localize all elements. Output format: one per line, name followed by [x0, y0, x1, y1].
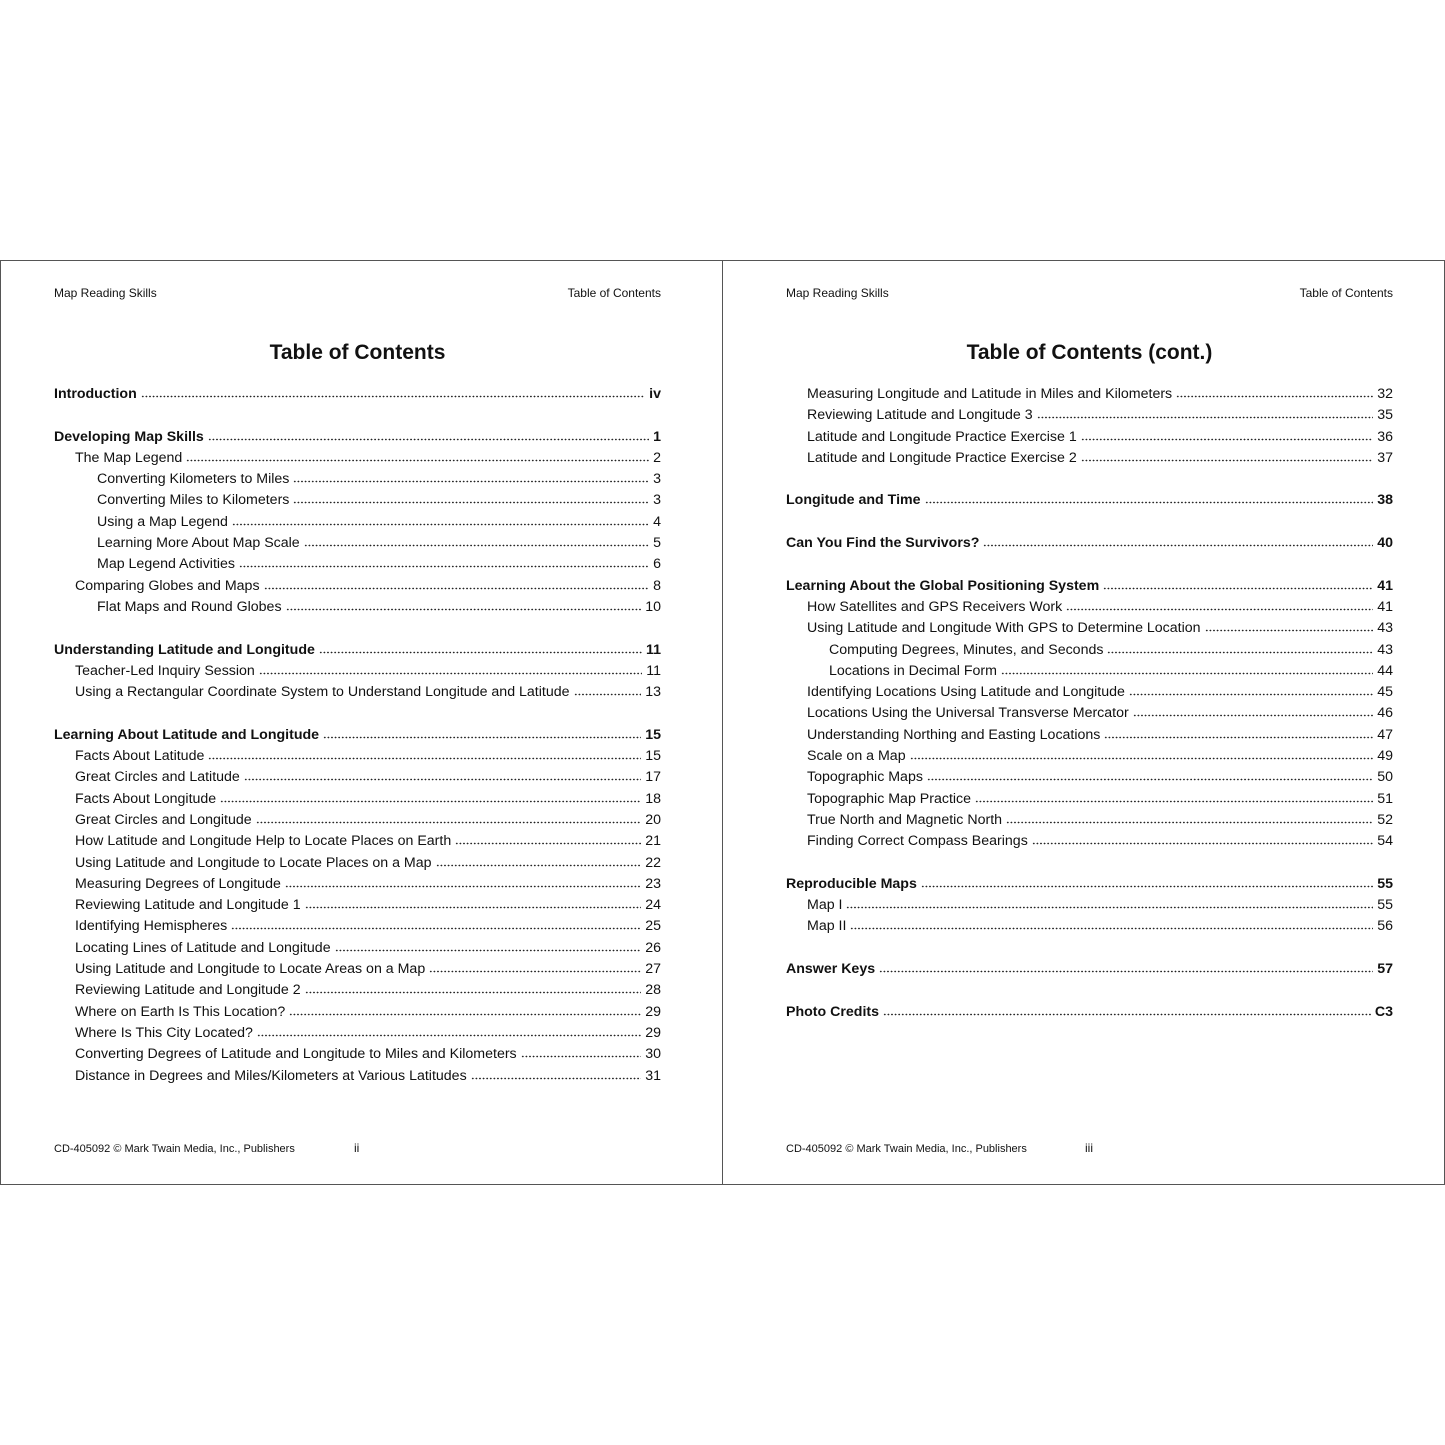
dot-leader [925, 494, 1374, 504]
toc-entry [54, 1002, 661, 1023]
toc-entry-title: Understanding Northing and Easting Locations [807, 726, 1101, 743]
dot-leader [983, 537, 1373, 547]
toc-entry-title: Using Latitude and Longitude to Locate Areas on a Map [75, 961, 426, 978]
toc-entry [54, 853, 661, 874]
toc-entry [54, 469, 661, 490]
toc-entry [786, 618, 1393, 639]
toc-entry-page: 13 [645, 684, 661, 701]
toc-entry-title: Longitude and Time [786, 492, 921, 509]
toc-entry [786, 448, 1393, 469]
dot-leader [232, 516, 649, 526]
toc-entry-page: 40 [1377, 535, 1393, 552]
right-page [722, 260, 1445, 1185]
dot-leader [305, 899, 642, 909]
dot-leader [850, 920, 1373, 930]
toc-entry-page: 47 [1377, 726, 1393, 743]
toc-entry-page: 31 [645, 1067, 661, 1084]
toc-entry-page: 11 [646, 641, 661, 658]
toc-entry-title: Answer Keys [786, 961, 876, 978]
page-content [54, 261, 661, 1184]
dot-leader [574, 686, 642, 696]
toc-entry-page: 25 [645, 918, 661, 935]
toc-entry-title: Understanding Latitude and Longitude [54, 641, 315, 658]
toc-entry-page: 15 [645, 748, 661, 765]
toc-spacer [786, 980, 1393, 1001]
toc-entry [786, 746, 1393, 767]
left-page [0, 260, 723, 1185]
toc-entry-page: 21 [645, 833, 661, 850]
toc-entry-page: 15 [645, 726, 661, 743]
toc-entry-title: How Latitude and Longitude Help to Locate Places on Earth [75, 833, 452, 850]
dot-leader [1103, 580, 1373, 590]
footer-copyright: CD-405092 © Mark Twain Media, Inc., Publishers [786, 1143, 1027, 1155]
toc-entry-title: Reviewing Latitude and Longitude 3 [807, 407, 1033, 424]
toc-entry [786, 703, 1393, 724]
toc-entry [786, 810, 1393, 831]
toc-entry-page: 6 [653, 556, 661, 573]
toc-entry-page: 27 [645, 961, 661, 978]
toc-entry-page: 50 [1377, 769, 1393, 786]
toc-entry [54, 682, 661, 703]
toc-spacer [786, 512, 1393, 533]
toc-entry [786, 597, 1393, 618]
toc-entry-page: 2 [653, 449, 661, 466]
toc-section-entry [786, 1002, 1393, 1023]
dot-leader [220, 793, 641, 803]
toc-entry [54, 1023, 661, 1044]
dot-leader [927, 771, 1373, 781]
toc-entry-title: Reproducible Maps [786, 875, 917, 892]
toc-entry [786, 405, 1393, 426]
toc-entry-title: Converting Kilometers to Miles [97, 471, 290, 488]
toc-entry-page: iv [649, 386, 661, 402]
dot-leader [1081, 431, 1373, 441]
dot-leader [1129, 686, 1373, 696]
dot-leader [1032, 835, 1373, 845]
toc-entry-page: 8 [653, 577, 661, 594]
toc-entry-page: 52 [1377, 811, 1393, 828]
dot-leader [879, 963, 1373, 973]
dot-leader [883, 1006, 1371, 1016]
dot-leader [1006, 814, 1373, 824]
toc-entry [786, 916, 1393, 937]
toc-spacer [786, 469, 1393, 490]
dot-leader [264, 580, 650, 590]
toc-entry [54, 533, 661, 554]
dot-leader [208, 750, 641, 760]
running-header-right: Table of Contents [1299, 286, 1393, 300]
toc-entry-page: 43 [1377, 620, 1393, 637]
toc-entry-title: Can You Find the Survivors? [786, 535, 980, 552]
toc-entry-page: 57 [1377, 961, 1393, 978]
toc-entry-title: Identifying Locations Using Latitude and Longitude [807, 684, 1125, 701]
toc-entry-title: Locations in Decimal Form [829, 662, 997, 679]
dot-leader [259, 665, 642, 675]
toc-spacer [786, 554, 1393, 575]
dot-leader [335, 942, 642, 952]
toc-section-entry [786, 874, 1393, 895]
toc-entry-page: 28 [645, 982, 661, 999]
toc-entry [54, 746, 661, 767]
toc-entry [786, 725, 1393, 746]
toc-entry-title: Topographic Map Practice [807, 790, 972, 807]
toc-entry-title: Teacher-Led Inquiry Session [75, 662, 255, 679]
toc-entry [54, 512, 661, 533]
toc-entry-page: 3 [653, 492, 661, 509]
toc-entry-page: 18 [645, 790, 661, 807]
toc-list [786, 384, 1393, 1023]
dot-leader [1066, 601, 1373, 611]
dot-leader [285, 878, 641, 888]
dot-leader [1107, 644, 1373, 654]
toc-entry [54, 661, 661, 682]
toc-entry-page: 43 [1377, 641, 1393, 658]
toc-entry [54, 597, 661, 618]
toc-entry-page: 37 [1377, 449, 1393, 466]
toc-entry-page: 46 [1377, 705, 1393, 722]
toc-entry-page: 10 [645, 598, 661, 615]
toc-entry-title: Converting Miles to Kilometers [97, 492, 290, 509]
toc-entry-page: 49 [1377, 748, 1393, 765]
dot-leader [231, 920, 641, 930]
dot-leader [975, 793, 1373, 803]
toc-entry-title: Locating Lines of Latitude and Longitude [75, 939, 331, 956]
toc-entry-title: Facts About Latitude [75, 748, 205, 765]
dot-leader [186, 452, 649, 462]
toc-entry-title: Measuring Degrees of Longitude [75, 875, 281, 892]
running-header-left: Map Reading Skills [54, 286, 157, 300]
toc-entry [54, 831, 661, 852]
toc-entry-page: 38 [1377, 492, 1393, 509]
dot-leader [846, 899, 1373, 909]
dot-leader [289, 1006, 641, 1016]
toc-entry [786, 427, 1393, 448]
toc-section-entry [54, 384, 661, 405]
dot-leader [323, 729, 641, 739]
toc-entry [54, 576, 661, 597]
toc-entry-title: Learning About the Global Positioning System [786, 577, 1100, 594]
toc-entry-page: 24 [645, 897, 661, 914]
dot-leader [305, 984, 642, 994]
toc-section-entry [786, 576, 1393, 597]
toc-entry-title: Photo Credits [786, 1003, 880, 1020]
toc-entry-title: Identifying Hemispheres [75, 918, 228, 935]
toc-entry [54, 448, 661, 469]
toc-entry-title: Using Latitude and Longitude to Locate Places on a Map [75, 854, 432, 871]
toc-entry-page: 56 [1377, 918, 1393, 935]
toc-entry-page: 23 [645, 875, 661, 892]
toc-entry-title: Computing Degrees, Minutes, and Seconds [829, 641, 1104, 658]
dot-leader [293, 494, 649, 504]
toc-entry-page: 29 [645, 1003, 661, 1020]
toc-entry-title: Using Latitude and Longitude With GPS to Determine Location [807, 620, 1201, 637]
toc-section-entry [54, 640, 661, 661]
toc-entry-title: Distance in Degrees and Miles/Kilometers at Various Latitudes [75, 1067, 467, 1084]
toc-entry-page: 54 [1377, 833, 1393, 850]
toc-entry-page: 17 [645, 769, 661, 786]
footer-copyright: CD-405092 © Mark Twain Media, Inc., Publishers [54, 1143, 295, 1155]
toc-entry-title: Measuring Longitude and Latitude in Miles and Kilometers [807, 386, 1173, 402]
toc-entry [54, 767, 661, 788]
toc-entry [786, 831, 1393, 852]
toc-spacer [54, 618, 661, 639]
toc-entry [54, 490, 661, 511]
toc-entry-page: 32 [1377, 386, 1393, 402]
toc-entry-page: 3 [653, 471, 661, 488]
toc-entry [786, 640, 1393, 661]
toc-entry-title: True North and Magnetic North [807, 811, 1003, 828]
toc-entry-page: 20 [645, 811, 661, 828]
toc-entry-page: 22 [645, 854, 661, 871]
toc-spacer [786, 853, 1393, 874]
toc-entry-title: Finding Correct Compass Bearings [807, 833, 1028, 850]
toc-entry-title: Latitude and Longitude Practice Exercise 2 [807, 449, 1077, 466]
toc-entry [54, 980, 661, 1001]
toc-entry-title: Map I [807, 897, 843, 914]
toc-entry-title: Reviewing Latitude and Longitude 1 [75, 897, 301, 914]
toc-entry-title: Where on Earth Is This Location? [75, 1003, 286, 1020]
toc-entry-page: 30 [645, 1046, 661, 1063]
dot-leader [141, 388, 645, 398]
page-title: Table of Contents (cont.) [966, 341, 1213, 364]
toc-entry [786, 789, 1393, 810]
dot-leader [910, 750, 1374, 760]
toc-entry [786, 682, 1393, 703]
running-header-right: Table of Contents [567, 286, 661, 300]
toc-entry [54, 874, 661, 895]
toc-entry-title: How Satellites and GPS Receivers Work [807, 598, 1063, 615]
dot-leader [455, 835, 641, 845]
toc-entry [786, 661, 1393, 682]
toc-entry-page: 51 [1377, 790, 1393, 807]
toc-entry-title: Learning More About Map Scale [97, 535, 300, 552]
toc-entry-page: 1 [653, 428, 661, 445]
toc-entry-page: 11 [646, 662, 661, 679]
dot-leader [256, 814, 642, 824]
toc-entry [54, 1066, 661, 1087]
toc-spacer [786, 938, 1393, 959]
toc-entry-title: Topographic Maps [807, 769, 923, 786]
toc-entry [54, 1044, 661, 1065]
toc-entry-title: Great Circles and Longitude [75, 811, 252, 828]
dot-leader [293, 473, 649, 483]
toc-entry [54, 938, 661, 959]
toc-spacer [54, 405, 661, 426]
toc-entry-page: 5 [653, 535, 661, 552]
toc-entry-title: Map Legend Activities [97, 556, 236, 573]
dot-leader [319, 644, 642, 654]
dot-leader [1176, 388, 1373, 398]
toc-entry-title: The Map Legend [75, 449, 183, 466]
dot-leader [436, 857, 642, 867]
toc-entry-title: Flat Maps and Round Globes [97, 598, 282, 615]
dot-leader [429, 963, 641, 973]
page-number: iii [1085, 1141, 1093, 1155]
toc-entry-page: 41 [1377, 598, 1393, 615]
dot-leader [208, 431, 649, 441]
running-header-left: Map Reading Skills [786, 286, 889, 300]
toc-entry-title: Scale on a Map [807, 748, 906, 765]
toc-entry-page: 55 [1377, 875, 1393, 892]
dot-leader [1037, 409, 1374, 419]
dot-leader [521, 1048, 642, 1058]
toc-entry [54, 895, 661, 916]
toc-entry [786, 384, 1393, 405]
toc-entry-page: 41 [1377, 577, 1393, 594]
dot-leader [921, 878, 1373, 888]
dot-leader [1205, 622, 1374, 632]
dot-leader [1104, 729, 1373, 739]
toc-entry-title: Developing Map Skills [54, 428, 204, 445]
toc-entry-title: Learning About Latitude and Longitude [54, 726, 320, 743]
toc-entry-title: Facts About Longitude [75, 790, 217, 807]
toc-entry-title: Introduction [54, 386, 137, 402]
toc-entry [54, 810, 661, 831]
dot-leader [239, 558, 649, 568]
toc-entry-page: 26 [645, 939, 661, 956]
toc-entry-page: 45 [1377, 684, 1393, 701]
toc-entry [786, 895, 1393, 916]
toc-entry [54, 789, 661, 810]
toc-entry-page: 29 [645, 1024, 661, 1041]
toc-entry-title: Great Circles and Latitude [75, 769, 240, 786]
toc-entry [54, 554, 661, 575]
toc-entry-title: Locations Using the Universal Transverse Mercator [807, 705, 1129, 722]
toc-entry-title: Latitude and Longitude Practice Exercise 1 [807, 428, 1077, 445]
dot-leader [1081, 452, 1373, 462]
toc-entry-page: 55 [1377, 897, 1393, 914]
dot-leader [286, 601, 642, 611]
toc-entry-page: 36 [1377, 428, 1393, 445]
page-title: Table of Contents [269, 341, 446, 364]
toc-entry-title: Converting Degrees of Latitude and Longitude to Miles and Kilometers [75, 1046, 517, 1063]
toc-entry-title: Comparing Globes and Maps [75, 577, 260, 594]
toc-entry-page: 4 [653, 513, 661, 530]
toc-section-entry [54, 427, 661, 448]
toc-entry [54, 916, 661, 937]
toc-entry-title: Using a Rectangular Coordinate System to Understand Longitude and Latitude [75, 684, 570, 701]
page-content [786, 261, 1393, 1184]
dot-leader [1001, 665, 1373, 675]
dot-leader [257, 1027, 641, 1037]
toc-entry [54, 959, 661, 980]
toc-list [54, 384, 661, 1087]
toc-entry-title: Where Is This City Located? [75, 1024, 253, 1041]
toc-entry-title: Reviewing Latitude and Longitude 2 [75, 982, 301, 999]
toc-section-entry [786, 533, 1393, 554]
toc-entry [786, 767, 1393, 788]
toc-entry-page: C3 [1374, 1003, 1393, 1020]
toc-entry-page: 44 [1377, 662, 1393, 679]
toc-entry-page: 35 [1377, 407, 1393, 424]
toc-section-entry [786, 490, 1393, 511]
page-number: ii [354, 1141, 360, 1155]
dot-leader [244, 771, 641, 781]
toc-section-entry [54, 725, 661, 746]
toc-entry-title: Using a Map Legend [97, 513, 228, 530]
dot-leader [304, 537, 649, 547]
dot-leader [1133, 707, 1373, 717]
toc-spacer [54, 703, 661, 724]
toc-section-entry [786, 959, 1393, 980]
toc-entry-title: Map II [807, 918, 847, 935]
dot-leader [471, 1070, 642, 1080]
